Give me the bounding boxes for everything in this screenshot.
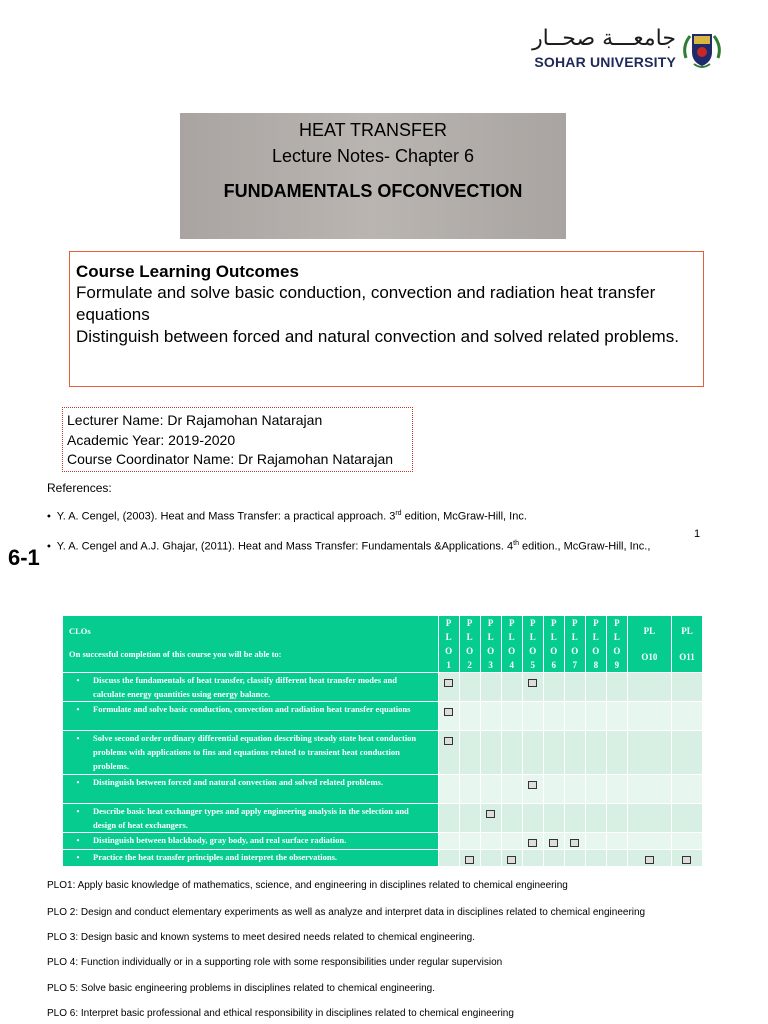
topic-title: FUNDAMENTALS OFCONVECTION — [223, 181, 523, 201]
title-box — [180, 113, 566, 239]
plo-header-8 — [585, 616, 606, 673]
plo-header-letter: O — [571, 646, 579, 656]
clo-description — [63, 850, 439, 867]
mapping-cell — [543, 775, 564, 804]
clo-intro: On successful completion of this course you will be able to: — [69, 649, 282, 659]
mapping-cell — [564, 775, 585, 804]
checkbox-icon — [570, 839, 579, 847]
mapping-cell — [438, 833, 459, 850]
plo-header-9 — [606, 616, 627, 673]
mapping-cell — [606, 731, 627, 775]
clo-description — [63, 731, 439, 775]
slide-number: 6-1 — [8, 545, 40, 570]
mapping-cell — [438, 850, 459, 867]
mapping-cell — [438, 702, 459, 731]
bullet: • — [76, 806, 80, 816]
plo-description-6: PLO 6: Interpret basic professional and ethical responsibility in disciplines related to chemical engineering — [47, 1008, 514, 1019]
mapping-cell — [480, 673, 501, 702]
mapping-cell — [671, 804, 702, 833]
mapping-cell — [480, 850, 501, 867]
mapping-cell — [501, 673, 522, 702]
mapping-cell — [585, 731, 606, 775]
learning-outcomes-box — [69, 251, 704, 387]
mapping-cell — [606, 775, 627, 804]
mapping-cell — [671, 673, 702, 702]
plo-header-letter: O — [508, 646, 516, 656]
plo-header-letter: O — [487, 646, 495, 656]
checkbox-icon — [528, 781, 537, 789]
mapping-cell — [522, 804, 543, 833]
mapping-cell — [522, 850, 543, 867]
mapping-cell — [522, 673, 543, 702]
mapping-cell — [459, 850, 480, 867]
course-coordinator: Course Coordinator Name: Dr Rajamohan Natarajan — [67, 451, 394, 467]
mapping-cell — [480, 833, 501, 850]
mapping-cell — [501, 731, 522, 775]
reference-1-tail: edition, McGraw-Hill, Inc. — [401, 510, 527, 523]
mapping-cell — [671, 775, 702, 804]
mapping-cell — [606, 673, 627, 702]
plo-header-letter: L — [613, 632, 620, 642]
logo-arabic-text: جامعـــة صحــار — [532, 26, 676, 51]
learning-outcomes-heading: Course Learning Outcomes — [76, 262, 299, 281]
plo-header-letter: O — [613, 646, 621, 656]
plo-header-11 — [671, 616, 702, 673]
mapping-cell — [480, 804, 501, 833]
table-row — [63, 850, 703, 867]
plo-header-letter: O11 — [679, 652, 695, 662]
mapping-cell — [627, 833, 671, 850]
plo-header-letter: P — [508, 618, 515, 628]
checkbox-icon — [444, 679, 453, 687]
plo-header-4 — [501, 616, 522, 673]
mapping-cell — [627, 775, 671, 804]
reference-2-tail: edition., McGraw-Hill, Inc., — [518, 540, 651, 553]
plo-header-6 — [543, 616, 564, 673]
plo-header-letter: P — [529, 618, 536, 628]
checkbox-icon — [645, 856, 654, 864]
mapping-cell — [671, 833, 702, 850]
mapping-cell — [438, 731, 459, 775]
mapping-cell — [459, 673, 480, 702]
plo-header-letter: 3 — [488, 660, 493, 670]
checkbox-icon — [465, 856, 474, 864]
chapter-title: Lecture Notes- Chapter 6 — [271, 146, 475, 166]
plo-header-letter: 5 — [530, 660, 535, 670]
reference-bullet: • — [47, 540, 51, 553]
plo-header-7 — [564, 616, 585, 673]
clo-header-cell — [63, 616, 439, 673]
table-row — [63, 833, 703, 850]
mapping-cell — [438, 804, 459, 833]
reference-2 — [47, 540, 650, 553]
mapping-cell — [459, 833, 480, 850]
mapping-cell — [564, 673, 585, 702]
clo-text: Distinguish between blackbody, gray body, and real surface radiation. — [93, 835, 347, 845]
plo-header-letter: PL — [643, 626, 656, 636]
plo-header-letter: 2 — [467, 660, 472, 670]
mapping-cell — [543, 731, 564, 775]
logo-english-text: SOHAR UNIVERSITY — [534, 54, 676, 70]
mapping-cell — [627, 804, 671, 833]
clo-description — [63, 775, 439, 804]
learning-outcome-1: Formulate and solve basic conduction, convection and radiation heat transfer equations — [76, 283, 656, 324]
plo-header-3 — [480, 616, 501, 673]
checkbox-icon — [444, 737, 453, 745]
mapping-cell — [501, 702, 522, 731]
bullet: • — [76, 852, 80, 862]
mapping-cell — [606, 804, 627, 833]
mapping-cell — [522, 775, 543, 804]
plo-header-letter: O — [592, 646, 600, 656]
plo-description-1: PLO1: Apply basic knowledge of mathematics, science, and engineering in disciplines related to chemical engineering — [47, 880, 568, 891]
lecturer-info-box — [62, 407, 413, 472]
plo-header-letter: O10 — [641, 652, 658, 662]
plo-description-5: PLO 5: Solve basic engineering problems in disciplines related to chemical engineering. — [47, 983, 435, 994]
clo-text: Formulate and solve basic conduction, convection and radiation heat transfer equations — [93, 704, 411, 714]
checkbox-icon — [528, 839, 537, 847]
plo-header-letter: P — [487, 618, 494, 628]
plo-header-letter: L — [571, 632, 578, 642]
academic-year: Academic Year: 2019-2020 — [67, 431, 236, 448]
mapping-cell — [606, 850, 627, 867]
mapping-cell — [480, 775, 501, 804]
mapping-cell — [522, 731, 543, 775]
mapping-cell — [480, 731, 501, 775]
mapping-cell — [627, 702, 671, 731]
clo-description — [63, 673, 439, 702]
plo-header-2 — [459, 616, 480, 673]
clo-plo-mapping-table — [62, 615, 703, 867]
mapping-cell — [501, 775, 522, 804]
mapping-cell — [459, 804, 480, 833]
bullet: • — [76, 835, 80, 845]
table-header-row — [63, 616, 703, 673]
bullet: • — [76, 704, 80, 714]
table-row — [63, 673, 703, 702]
plo-header-letter: P — [466, 618, 473, 628]
lecturer-name: Lecturer Name: Dr Rajamohan Natarajan — [67, 412, 323, 428]
table-row — [63, 731, 703, 775]
mapping-cell — [543, 673, 564, 702]
plo-header-letter: 1 — [446, 660, 451, 670]
plo-header-letter: 8 — [593, 660, 599, 670]
clo-text: Describe basic heat exchanger types and apply engineering analysis in the selection and design of heat exchangers. — [93, 806, 409, 830]
plo-header-letter: P — [445, 618, 452, 628]
mapping-cell — [543, 850, 564, 867]
reference-1-sup: rd — [395, 510, 402, 517]
mapping-cell — [564, 804, 585, 833]
learning-outcome-2: Distinguish between forced and natural convection and solved related problems. — [76, 327, 679, 346]
plo-description-3: PLO 3: Design basic and known systems to meet desired needs related to chemical engineering. — [47, 932, 476, 943]
mapping-cell — [585, 702, 606, 731]
mapping-cell — [585, 833, 606, 850]
mapping-cell — [459, 775, 480, 804]
mapping-cell — [585, 775, 606, 804]
plo-header-letter: O — [466, 646, 474, 656]
university-crest-icon — [680, 28, 724, 72]
course-title: HEAT TRANSFER — [298, 120, 448, 140]
plo-header-letter: 7 — [572, 660, 578, 670]
plo-header-letter: 6 — [551, 660, 556, 670]
mapping-cell — [543, 833, 564, 850]
plo-header-letter: P — [614, 618, 620, 628]
plo-header-letter: L — [508, 632, 515, 642]
checkbox-icon — [444, 708, 453, 716]
clo-text: Practice the heat transfer principles and interpret the observations. — [93, 852, 338, 862]
mapping-cell — [564, 702, 585, 731]
plo-header-letter: P — [551, 618, 557, 628]
bullet: • — [76, 733, 80, 743]
university-logo — [516, 26, 724, 74]
plo-header-1 — [438, 616, 459, 673]
mapping-cell — [564, 731, 585, 775]
reference-1 — [47, 510, 527, 523]
checkbox-icon — [528, 679, 537, 687]
references-label: References: — [47, 481, 112, 495]
table-row — [63, 702, 703, 731]
mapping-cell — [501, 850, 522, 867]
clo-label: CLOs — [69, 626, 91, 636]
mapping-cell — [671, 702, 702, 731]
plo-header-letter: L — [445, 632, 452, 642]
bullet: • — [76, 675, 80, 685]
plo-description-4: PLO 4: Function individually or in a supporting role with some responsibilities under regular supervision — [47, 957, 503, 968]
mapping-cell — [564, 850, 585, 867]
plo-header-letter: O — [529, 646, 537, 656]
mapping-cell — [522, 833, 543, 850]
plo-header-10 — [627, 616, 671, 673]
mapping-cell — [480, 702, 501, 731]
mapping-cell — [627, 850, 671, 867]
plo-header-letter: O — [445, 646, 453, 656]
plo-header-letter: P — [593, 618, 599, 628]
clo-text: Distinguish between forced and natural convection and solved related problems. — [93, 777, 383, 787]
plo-description-2: PLO 2: Design and conduct elementary experiments as well as analyze and interpret data in disciplines related to chemical engineering — [47, 907, 646, 918]
checkbox-icon — [486, 810, 495, 818]
page-number: 1 — [694, 528, 701, 540]
mapping-cell — [671, 850, 702, 867]
plo-header-letter: 4 — [509, 660, 514, 670]
plo-header-letter: O — [550, 646, 558, 656]
reference-bullet: • — [47, 510, 51, 523]
clo-text: Discuss the fundamentals of heat transfer, classify different heat transfer modes and calculate energy quantities using energy balance. — [93, 675, 397, 699]
mapping-cell — [438, 673, 459, 702]
mapping-cell — [501, 833, 522, 850]
checkbox-icon — [507, 856, 516, 864]
mapping-cell — [606, 833, 627, 850]
checkbox-icon — [682, 856, 691, 864]
reference-2-text: Y. A. Cengel and A.J. Ghajar, (2011). Heat and Mass Transfer: Fundamentals &Applications. 4 — [56, 540, 514, 553]
mapping-cell — [585, 673, 606, 702]
mapping-cell — [585, 804, 606, 833]
clo-text: Solve second order ordinary differential equation describing steady state heat conduction problems with applications to fins and equations related to transient heat conduction problems. — [93, 733, 417, 771]
mapping-cell — [585, 850, 606, 867]
clo-description — [63, 804, 439, 833]
plo-header-letter: L — [487, 632, 494, 642]
table-row — [63, 804, 703, 833]
mapping-cell — [606, 702, 627, 731]
plo-header-letter: P — [572, 618, 578, 628]
mapping-cell — [459, 702, 480, 731]
plo-header-letter: L — [550, 632, 557, 642]
mapping-cell — [627, 731, 671, 775]
mapping-cell — [543, 702, 564, 731]
checkbox-icon — [549, 839, 558, 847]
plo-header-letter: PL — [681, 626, 693, 636]
mapping-cell — [438, 775, 459, 804]
plo-header-letter: L — [466, 632, 473, 642]
reference-1-text: Y. A. Cengel, (2003). Heat and Mass Transfer: a practical approach. 3 — [56, 510, 396, 523]
mapping-cell — [543, 804, 564, 833]
plo-header-letter: L — [529, 632, 536, 642]
plo-header-letter: L — [592, 632, 599, 642]
mapping-cell — [564, 833, 585, 850]
mapping-cell — [501, 804, 522, 833]
clo-description — [63, 702, 439, 731]
clo-description — [63, 833, 439, 850]
mapping-cell — [671, 731, 702, 775]
table-row — [63, 775, 703, 804]
reference-2-sup: th — [513, 540, 519, 547]
mapping-cell — [459, 731, 480, 775]
mapping-cell — [522, 702, 543, 731]
plo-header-5 — [522, 616, 543, 673]
bullet: • — [76, 777, 80, 787]
plo-header-letter: 9 — [614, 660, 620, 670]
mapping-cell — [627, 673, 671, 702]
